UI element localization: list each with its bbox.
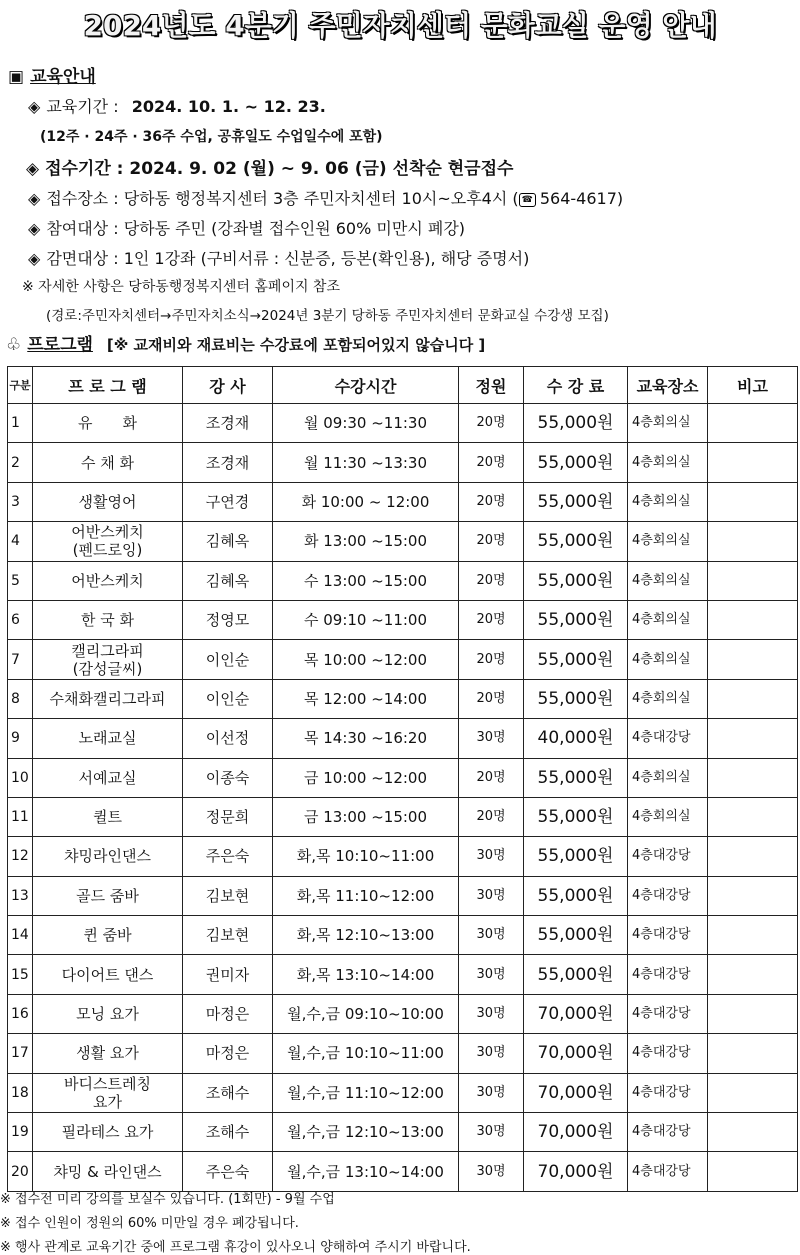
row-number: 10: [8, 758, 33, 797]
tuition-fee: 55,000원: [524, 955, 628, 994]
program-name: 모닝 요가: [33, 994, 183, 1033]
table-row: [8, 561, 798, 600]
table-row: [8, 758, 798, 797]
table-row: [8, 522, 798, 561]
capacity: 20명: [459, 561, 524, 600]
row-number: 18: [8, 1073, 33, 1112]
education-section-label: 교육안내: [30, 67, 96, 87]
program-name: 캘리그라피 (감성글씨): [33, 640, 183, 679]
capacity: 30명: [459, 1152, 524, 1191]
class-place: 4층회의실: [628, 404, 708, 443]
reception-place-line: [28, 186, 623, 209]
tuition-fee: 55,000원: [524, 797, 628, 836]
program-name: 어반스케치: [33, 561, 183, 600]
instructor: 마정은: [183, 994, 273, 1033]
instructor: 정문희: [183, 797, 273, 836]
class-place: 4층회의실: [628, 443, 708, 482]
program-section-note: [※ 교재비와 재료비는 수강료에 포함되어있지 않습니다 ]: [106, 336, 486, 354]
row-number: 5: [8, 561, 33, 600]
program-name: 퀼트: [33, 797, 183, 836]
footnote-3: ※ 행사 관계로 교육기간 중에 프로그램 휴강이 있사오니 양해하여 주시기 바랍니다.: [0, 1240, 471, 1255]
instructor: 이인순: [183, 679, 273, 718]
tuition-fee: 70,000원: [524, 1152, 628, 1191]
capacity: 30명: [459, 719, 524, 758]
program-name: 생활 요가: [33, 1034, 183, 1073]
tuition-fee: 55,000원: [524, 600, 628, 639]
row-number: 12: [8, 837, 33, 876]
instructor: 이인순: [183, 640, 273, 679]
instructor: 구연경: [183, 482, 273, 521]
remarks: [708, 876, 798, 915]
class-time: 목 10:00 ~12:00: [273, 640, 459, 679]
instructor: 김혜옥: [183, 522, 273, 561]
instructor: 권미자: [183, 955, 273, 994]
class-time: 목 14:30 ~16:20: [273, 719, 459, 758]
header-time: 수강시간: [273, 367, 459, 404]
capacity: 20명: [459, 404, 524, 443]
table-row: [8, 955, 798, 994]
program-name: 노래교실: [33, 719, 183, 758]
footnote-1: ※ 접수전 미리 강의를 보실수 있습니다. (1회만) - 9월 수업: [0, 1192, 335, 1207]
class-place: 4층대강당: [628, 994, 708, 1033]
program-name: 수 채 화: [33, 443, 183, 482]
class-place: 4층회의실: [628, 640, 708, 679]
row-number: 13: [8, 876, 33, 915]
program-name: 수채화캘리그라피: [33, 679, 183, 718]
education-section-heading: [8, 62, 96, 87]
education-period-label: 교육기간 :: [46, 97, 119, 116]
class-place: 4층대강당: [628, 719, 708, 758]
remarks: [708, 837, 798, 876]
class-place: 4층대강당: [628, 1034, 708, 1073]
program-section-heading: [6, 330, 485, 355]
discount-line: [28, 246, 529, 269]
target-line: [28, 216, 465, 239]
tuition-fee: 70,000원: [524, 1073, 628, 1112]
program-name: 생활영어: [33, 482, 183, 521]
class-place: 4층대강당: [628, 837, 708, 876]
tuition-fee: 70,000원: [524, 1113, 628, 1152]
table-row: [8, 443, 798, 482]
class-place: 4층대강당: [628, 1152, 708, 1191]
square-bullet-icon: ▣: [8, 67, 25, 87]
table-row: [8, 679, 798, 718]
table-row: [8, 1073, 798, 1112]
instructor: 김보현: [183, 916, 273, 955]
class-time: 금 13:00 ~15:00: [273, 797, 459, 836]
class-time: 월,수,금 13:10~14:00: [273, 1152, 459, 1191]
tuition-fee: 55,000원: [524, 679, 628, 718]
table-row: [8, 719, 798, 758]
row-number: 15: [8, 955, 33, 994]
class-time: 월,수,금 10:10~11:00: [273, 1034, 459, 1073]
remarks: [708, 1152, 798, 1191]
class-place: 4층대강당: [628, 1113, 708, 1152]
capacity: 30명: [459, 1034, 524, 1073]
capacity: 20명: [459, 797, 524, 836]
row-number: 19: [8, 1113, 33, 1152]
instructor: 김보현: [183, 876, 273, 915]
class-time: 화 10:00 ~ 12:00: [273, 482, 459, 521]
tuition-fee: 55,000원: [524, 522, 628, 561]
tuition-fee: 55,000원: [524, 916, 628, 955]
tuition-fee: 55,000원: [524, 404, 628, 443]
class-place: 4층회의실: [628, 758, 708, 797]
diamond-bullet-icon: ◈: [28, 97, 41, 116]
header-capacity: 정원: [459, 367, 524, 404]
program-name: 챠밍라인댄스: [33, 837, 183, 876]
table-row: [8, 482, 798, 521]
remarks: [708, 404, 798, 443]
reception-period-line: [26, 154, 513, 179]
reception-period-text: 접수기간 : 2024. 9. 02 (월) ~ 9. 06 (금) 선착순 현금접수: [45, 159, 514, 179]
table-row: [8, 1113, 798, 1152]
instructor: 조해수: [183, 1073, 273, 1112]
capacity: 20명: [459, 600, 524, 639]
diamond-bullet-icon: ◈: [26, 159, 40, 179]
row-number: 2: [8, 443, 33, 482]
header-place: 교육장소: [628, 367, 708, 404]
detail-note: ※ 자세한 사항은 당하동행정복지센터 홈페이지 참조: [22, 279, 340, 295]
instructor: 이종숙: [183, 758, 273, 797]
instructor: 조경재: [183, 443, 273, 482]
program-name: 챠밍 & 라인댄스: [33, 1152, 183, 1191]
phone-icon: ☎: [519, 193, 536, 207]
tuition-fee: 55,000원: [524, 640, 628, 679]
capacity: 20명: [459, 443, 524, 482]
class-time: 금 10:00 ~12:00: [273, 758, 459, 797]
program-name: 서예교실: [33, 758, 183, 797]
education-period-line: [28, 94, 326, 117]
instructor: 정영모: [183, 600, 273, 639]
class-time: 월,수,금 09:10~10:00: [273, 994, 459, 1033]
remarks: [708, 797, 798, 836]
route-note: (경로:주민자치센터→주민자치소식→2024년 3분기 당하동 주민자치센터 문화교실 수강생 모집): [46, 308, 609, 324]
table-row: [8, 837, 798, 876]
diamond-bullet-icon: ◈: [28, 219, 41, 238]
row-number: 1: [8, 404, 33, 443]
class-time: 화,목 10:10~11:00: [273, 837, 459, 876]
instructor: 이선정: [183, 719, 273, 758]
table-row: [8, 640, 798, 679]
table-row: [8, 1152, 798, 1191]
row-number: 6: [8, 600, 33, 639]
class-time: 수 13:00 ~15:00: [273, 561, 459, 600]
class-place: 4층대강당: [628, 876, 708, 915]
header-instructor: 강 사: [183, 367, 273, 404]
instructor: 조경재: [183, 404, 273, 443]
class-place: 4층대강당: [628, 916, 708, 955]
row-number: 4: [8, 522, 33, 561]
table-header-row: [8, 367, 798, 404]
row-number: 8: [8, 679, 33, 718]
table-row: [8, 994, 798, 1033]
page-title: 2024년도 4분기 주민자치센터 문화교실 운영 안내: [83, 9, 717, 42]
phone-number: 564-4617): [539, 189, 624, 208]
diamond-bullet-icon: ◈: [28, 189, 41, 208]
class-time: 수 09:10 ~11:00: [273, 600, 459, 639]
remarks: [708, 640, 798, 679]
capacity: 20명: [459, 758, 524, 797]
program-name: 필라테스 요가: [33, 1113, 183, 1152]
program-table: [7, 366, 798, 1192]
education-period-note: (12주 · 24주 · 36주 수업, 공휴일도 수업일수에 포함): [40, 129, 383, 145]
footnote-2: ※ 접수 인원이 정원의 60% 미만일 경우 폐강됩니다.: [0, 1216, 299, 1231]
table-row: [8, 600, 798, 639]
class-time: 목 12:00 ~14:00: [273, 679, 459, 718]
row-number: 7: [8, 640, 33, 679]
row-number: 17: [8, 1034, 33, 1073]
capacity: 30명: [459, 994, 524, 1033]
remarks: [708, 916, 798, 955]
capacity: 30명: [459, 876, 524, 915]
class-place: 4층회의실: [628, 522, 708, 561]
remarks: [708, 955, 798, 994]
table-row: [8, 404, 798, 443]
remarks: [708, 1073, 798, 1112]
class-time: 월 09:30 ~11:30: [273, 404, 459, 443]
tuition-fee: 55,000원: [524, 758, 628, 797]
program-name: 어반스케치 (펜드로잉): [33, 522, 183, 561]
row-number: 20: [8, 1152, 33, 1191]
row-number: 11: [8, 797, 33, 836]
capacity: 30명: [459, 916, 524, 955]
reception-place-text: 접수장소 : 당하동 행정복지센터 3층 주민자치센터 10시~오후4시 (: [46, 189, 519, 208]
club-bullet-icon: ♧: [6, 335, 22, 355]
row-number: 16: [8, 994, 33, 1033]
capacity: 20명: [459, 522, 524, 561]
capacity: 30명: [459, 1073, 524, 1112]
class-place: 4층회의실: [628, 797, 708, 836]
header-program: 프 로 그 램: [33, 367, 183, 404]
class-place: 4층회의실: [628, 561, 708, 600]
tuition-fee: 55,000원: [524, 876, 628, 915]
discount-text: 감면대상 : 1인 1강좌 (구비서류 : 신분증, 등본(확인용), 해당 증명서): [46, 249, 530, 268]
class-place: 4층대강당: [628, 955, 708, 994]
remarks: [708, 994, 798, 1033]
tuition-fee: 70,000원: [524, 994, 628, 1033]
header-note: 비고: [708, 367, 798, 404]
remarks: [708, 443, 798, 482]
row-number: 9: [8, 719, 33, 758]
class-place: 4층회의실: [628, 482, 708, 521]
program-name: 다이어트 댄스: [33, 955, 183, 994]
table-row: [8, 1034, 798, 1073]
class-time: 화,목 11:10~12:00: [273, 876, 459, 915]
remarks: [708, 600, 798, 639]
tuition-fee: 70,000원: [524, 1034, 628, 1073]
tuition-fee: 55,000원: [524, 443, 628, 482]
program-name: 퀸 줌바: [33, 916, 183, 955]
instructor: 주은숙: [183, 1152, 273, 1191]
table-row: [8, 797, 798, 836]
remarks: [708, 522, 798, 561]
remarks: [708, 719, 798, 758]
table-row: [8, 876, 798, 915]
table-row: [8, 916, 798, 955]
class-time: 화 13:00 ~15:00: [273, 522, 459, 561]
program-name: 한 국 화: [33, 600, 183, 639]
tuition-fee: 55,000원: [524, 837, 628, 876]
instructor: 조해수: [183, 1113, 273, 1152]
capacity: 30명: [459, 837, 524, 876]
remarks: [708, 758, 798, 797]
capacity: 30명: [459, 955, 524, 994]
class-time: 월,수,금 11:10~12:00: [273, 1073, 459, 1112]
education-period-value: 2024. 10. 1. ~ 12. 23.: [131, 97, 326, 116]
instructor: 마정은: [183, 1034, 273, 1073]
tuition-fee: 40,000원: [524, 719, 628, 758]
class-time: 월 11:30 ~13:30: [273, 443, 459, 482]
capacity: 20명: [459, 640, 524, 679]
capacity: 20명: [459, 482, 524, 521]
remarks: [708, 1034, 798, 1073]
class-time: 화,목 13:10~14:00: [273, 955, 459, 994]
capacity: 20명: [459, 679, 524, 718]
program-section-label: 프로그램: [27, 335, 93, 355]
remarks: [708, 679, 798, 718]
program-name: 바디스트레칭 요가: [33, 1073, 183, 1112]
remarks: [708, 561, 798, 600]
header-fee: 수 강 료: [524, 367, 628, 404]
tuition-fee: 55,000원: [524, 561, 628, 600]
header-no: 구분: [8, 367, 33, 404]
remarks: [708, 1113, 798, 1152]
diamond-bullet-icon: ◈: [28, 249, 41, 268]
program-name: 유 화: [33, 404, 183, 443]
class-place: 4층회의실: [628, 600, 708, 639]
instructor: 주은숙: [183, 837, 273, 876]
class-place: 4층대강당: [628, 1073, 708, 1112]
program-name: 골드 줌바: [33, 876, 183, 915]
target-text: 참여대상 : 당하동 주민 (강좌별 접수인원 60% 미만시 폐강): [46, 219, 466, 238]
row-number: 14: [8, 916, 33, 955]
tuition-fee: 55,000원: [524, 482, 628, 521]
instructor: 김혜옥: [183, 561, 273, 600]
capacity: 30명: [459, 1113, 524, 1152]
class-time: 화,목 12:10~13:00: [273, 916, 459, 955]
class-place: 4층회의실: [628, 679, 708, 718]
row-number: 3: [8, 482, 33, 521]
remarks: [708, 482, 798, 521]
class-time: 월,수,금 12:10~13:00: [273, 1113, 459, 1152]
